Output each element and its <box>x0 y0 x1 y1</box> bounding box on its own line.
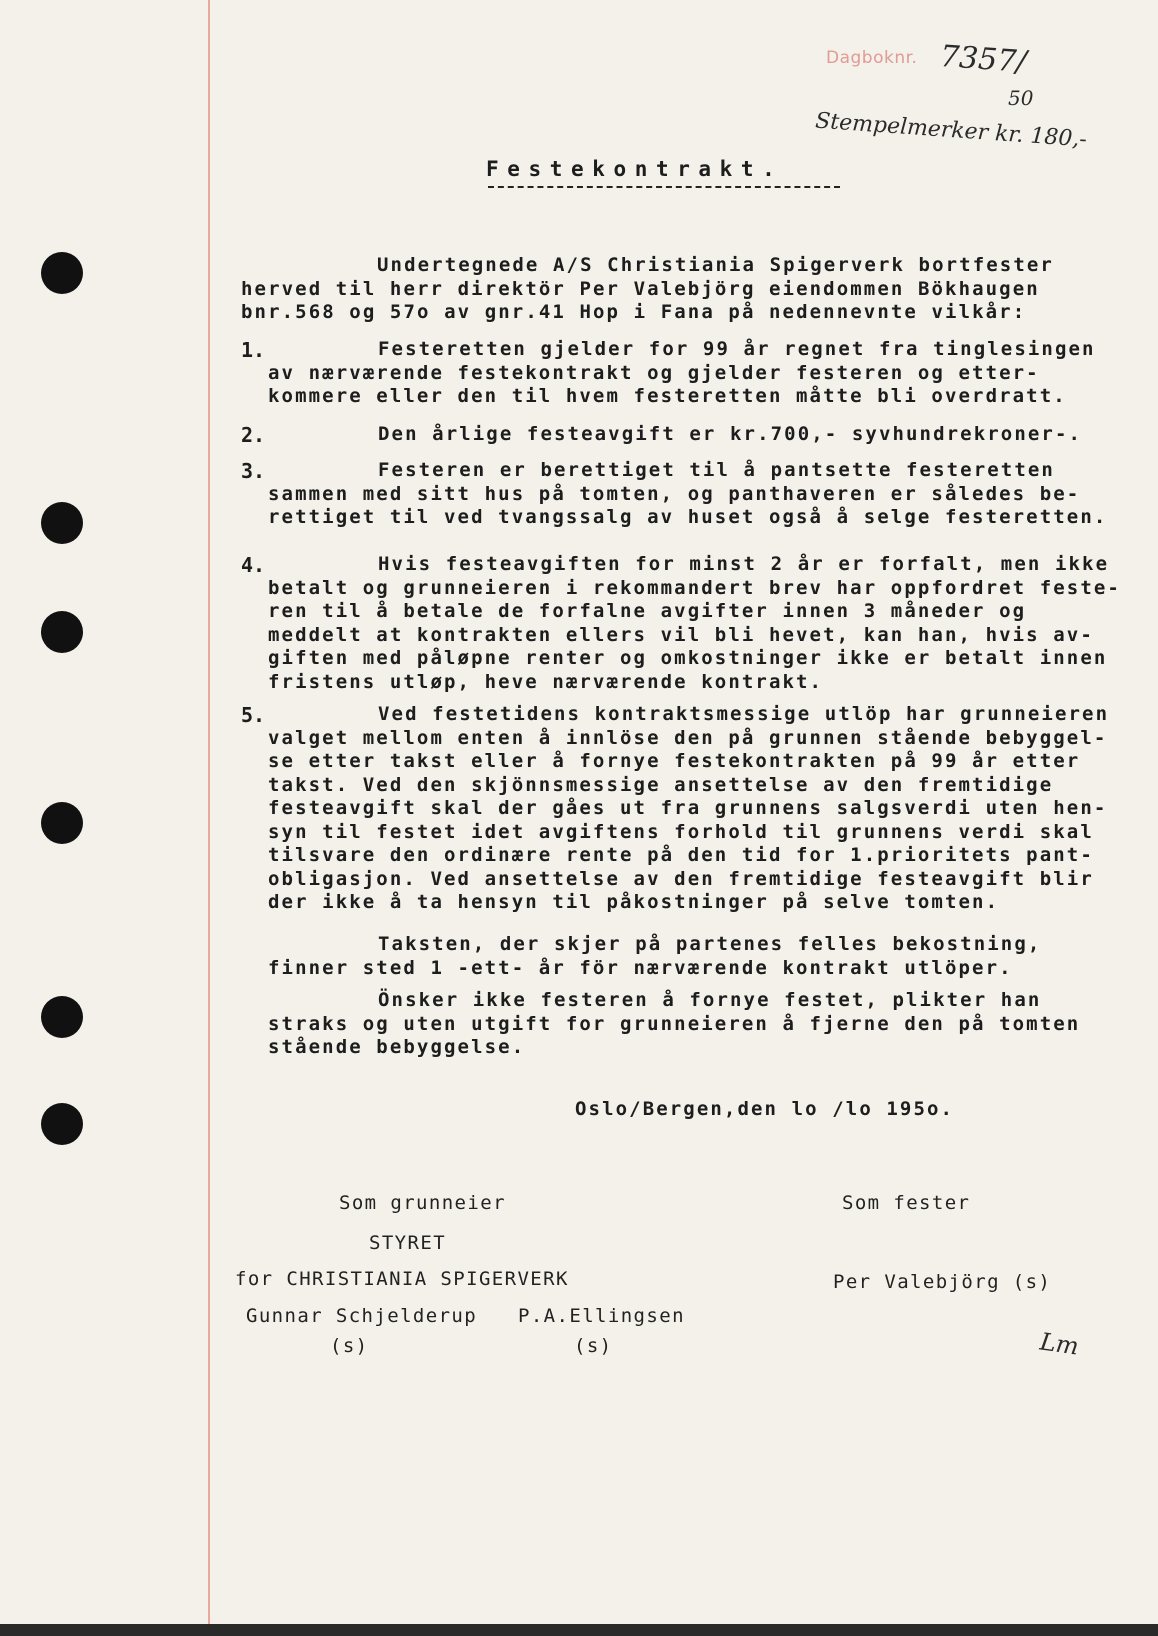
clause-line: takst. Ved den skjönnsmessige ansettelse av den fremtidige <box>268 773 1054 796</box>
clause-line: rettiget til ved tvangssalg av huset også å selge festeretten. <box>268 506 1108 528</box>
clause-line: valget mellom enten å innlöse den på grunnen stående bebyggel- <box>268 726 1108 749</box>
clause-line: av nærværende festekontrakt og gjelder festeren og etter- <box>268 361 1040 384</box>
clause-number: 2. <box>241 423 266 447</box>
clause-line: se etter takst eller å fornye festekontrakten på 99 år etter <box>268 750 1081 772</box>
punch-hole <box>41 996 83 1038</box>
clause-line: Festeren er berettiget til å pantsette festeretten <box>378 459 1055 481</box>
journal-stamp: Dagboknr. <box>826 48 918 68</box>
clause-line: ren til å betale de forfalne avgifter innen 3 måneder og <box>268 600 1027 622</box>
clause-line: festeavgift skal der gåes ut fra grunnens salgsverdi uten hen- <box>268 797 1108 819</box>
punch-hole <box>41 252 83 294</box>
clerk-initials: Lm <box>1038 1327 1081 1361</box>
punch-hole <box>41 802 83 844</box>
clause-line: giften med påløpne renter og omkostninger ikke er betalt innen <box>268 647 1108 669</box>
signer-two: P.A.Ellingsen <box>518 1305 685 1327</box>
lessee-signature: Per Valebjörg (s) <box>833 1271 1052 1293</box>
journal-year: 50 <box>1008 86 1034 110</box>
signer-one: Gunnar Schjelderup <box>246 1305 478 1327</box>
intro-line: bnr.568 og 57o av gnr.41 Hop i Fana på nedennevnte vilkår: <box>241 301 1027 323</box>
fornye-line: stående bebyggelse. <box>268 1036 526 1058</box>
clause-line: fristens utløp, heve nærværende kontrakt. <box>268 670 824 693</box>
signer-two-mark: (s) <box>574 1335 613 1357</box>
signer-one-mark: (s) <box>330 1335 369 1357</box>
clause-line: kommere eller den til hvem festeretten måtte bli overdratt. <box>268 385 1067 407</box>
clause-number: 5. <box>241 703 266 727</box>
journal-number: 7357/ <box>938 39 1028 80</box>
punch-hole <box>41 1103 83 1145</box>
clause-line: obligasjon. Ved ansettelse av den fremtidige festeavgift blir <box>268 867 1094 890</box>
punch-hole <box>41 611 83 653</box>
lessee-heading: Som fester <box>842 1192 971 1214</box>
clause-line: sammen med sitt hus på tomten, og panthaveren er således be- <box>268 482 1081 505</box>
clause-number: 1. <box>241 338 266 362</box>
clause-line: syn til festet idet avgiftens forhold til grunnens verdi skal <box>268 820 1094 843</box>
document-title: Festekontrakt. <box>486 157 784 181</box>
fornye-line: Önsker ikke festeren å fornye festet, plikter han <box>378 989 1042 1011</box>
landowner-heading: Som grunneier <box>339 1192 506 1214</box>
title-underline <box>488 186 840 188</box>
clause-line: Hvis festeavgiften for minst 2 år er forfalt, men ikke <box>378 553 1110 575</box>
board-label: STYRET <box>369 1232 447 1254</box>
intro-line: Undertegnede A/S Christiania Spigerverk bortfester <box>377 254 1054 276</box>
clause-number: 3. <box>241 459 266 483</box>
clause-line: meddelt at kontrakten ellers vil bli hevet, kan han, hvis av- <box>268 623 1094 646</box>
fornye-line: straks og uten utgift for grunneieren å fjerne den på tomten <box>268 1012 1081 1035</box>
takst-line: Taksten, der skjer på partenes felles bekostning, <box>378 933 1042 955</box>
clause-line: tilsvare den ordinære rente på den tid for 1.prioritets pant- <box>268 844 1094 866</box>
stamp-duty-note: Stempelmerker kr. 180,- <box>814 108 1088 153</box>
clause-number: 4. <box>241 553 266 577</box>
place-date: Oslo/Bergen,den lo /lo 195o. <box>575 1098 955 1120</box>
clause-line: betalt og grunneieren i rekommandert brev har oppfordret feste- <box>268 576 1121 599</box>
punch-hole <box>41 502 83 544</box>
intro-line: herved til herr direktör Per Valebjörg eiendommen Bökhaugen <box>241 277 1040 300</box>
clause-line: Den årlige festeavgift er kr.700,- syvhundrekroner-. <box>378 423 1083 445</box>
margin-rule <box>208 0 210 1624</box>
clause-line: Festeretten gjelder for 99 år regnet fra tinglesingen <box>378 338 1096 360</box>
company-name: for CHRISTIANIA SPIGERVERK <box>235 1268 569 1290</box>
clause-line: Ved festetidens kontraktsmessige utlöp har grunneieren <box>378 703 1110 725</box>
clause-line: der ikke å ta hensyn til påkostninger på selve tomten. <box>268 891 1000 913</box>
takst-line: finner sted 1 -ett- år för nærværende kontrakt utlöper. <box>268 956 1013 979</box>
